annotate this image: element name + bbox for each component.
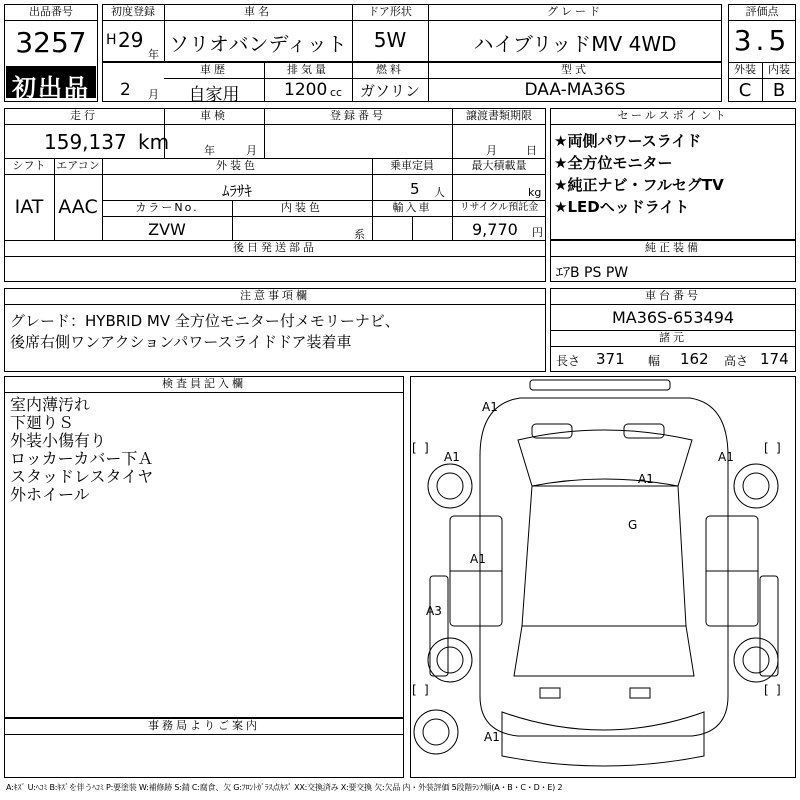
interior-color-label: 内装色 — [281, 201, 323, 214]
grade-label: グレード — [547, 5, 603, 18]
interior-label: 内装 — [768, 63, 790, 76]
length-value: 371 — [596, 350, 625, 368]
length-label: 長さ — [556, 354, 581, 368]
color-no-label: カラーNo. — [135, 201, 199, 214]
import-label: 輸入車 — [392, 201, 432, 214]
width-label: 幅 — [648, 354, 661, 368]
exterior-label: 外装 — [734, 63, 756, 76]
year-unit: 年 — [148, 48, 159, 61]
inspection-label: 車検 — [200, 109, 228, 122]
car-name: ソリオバンディット — [169, 32, 347, 56]
capacity-value: 5 — [410, 180, 420, 198]
load-label: 最大積載量 — [471, 159, 527, 172]
svg-text:]: ] — [776, 683, 781, 697]
mileage-unit: km — [138, 130, 170, 154]
selling-points-label: セールスポイント — [617, 109, 729, 122]
aircon-label: エアコン — [56, 159, 100, 172]
lot-number: 3257 — [15, 26, 87, 59]
color-label: 外装色 — [216, 159, 258, 172]
inspector-label: 検査員記入欄 — [162, 377, 246, 390]
inspector-line-2: 下廻りＳ — [10, 413, 75, 432]
capacity-label: 乗車定員 — [390, 159, 434, 172]
svg-text:[: [ — [412, 683, 417, 697]
mark-roof: G — [628, 518, 638, 532]
mark-hood: A1 — [638, 472, 654, 486]
month-value: 2 — [120, 80, 131, 100]
inspector-line-6: 外ホイール — [10, 485, 90, 504]
height-value: 174 — [760, 350, 789, 368]
recycle-value: 9,770 — [472, 220, 518, 239]
notes-line-2: 後席右側ワンアクションパワースライドドア装着車 — [10, 333, 352, 351]
grade: ハイブリッドMV 4WD — [473, 32, 677, 56]
width-value: 162 — [680, 350, 709, 368]
inspection-month-unit: 月 — [246, 144, 257, 157]
load-unit: kg — [528, 186, 542, 199]
mark-right-front-tire: A1 — [718, 450, 734, 464]
svg-text:]: ] — [424, 441, 429, 455]
notes-line-1: グレード：HYBRID MV 全方位モニター付メモリーナビ、 — [10, 312, 400, 330]
chassis-label: 車台番号 — [645, 289, 701, 302]
shift-label: シフト — [12, 159, 46, 172]
mark-left-rear: A3 — [426, 604, 442, 618]
displacement-label: 排気量 — [287, 63, 329, 76]
color-value: ﾑﾗｻｷ — [221, 182, 252, 200]
shift-value: IAT — [14, 196, 44, 218]
notes-label: 注意事項欄 — [240, 289, 310, 302]
exterior-grade: C — [738, 80, 752, 101]
month-unit: 月 — [148, 88, 159, 101]
model-label: 型式 — [561, 63, 589, 76]
mark-left-front-tire: A1 — [444, 450, 460, 464]
dims-label: 諸元 — [659, 331, 687, 344]
door-label: ドア形状 — [368, 5, 412, 18]
mileage-value: 159,137 — [44, 130, 127, 154]
interior-grade: B — [772, 80, 786, 101]
mark-front: A1 — [482, 400, 498, 414]
era: H — [106, 32, 117, 48]
svg-text:[: [ — [764, 441, 769, 455]
first-listing-text: 初出品 — [12, 74, 90, 102]
mileage-label: 走行 — [70, 109, 98, 122]
transfer-label: 譲渡書類期限 — [466, 109, 532, 122]
interior-color-unit: 系 — [354, 228, 365, 241]
history-label: 車歴 — [200, 63, 228, 76]
recycle-label: リサイクル預託金 — [459, 202, 539, 213]
door-type: 5W — [373, 28, 407, 52]
office-label: 事務局よりご案内 — [148, 719, 260, 732]
capacity-unit: 人 — [434, 186, 445, 199]
svg-text:[: [ — [412, 441, 417, 455]
inspector-line-3: 外装小傷有り — [10, 431, 107, 450]
equipment-label: 純正装備 — [645, 241, 701, 254]
color-no-value: ZVW — [148, 220, 186, 239]
mark-left-door: A1 — [470, 552, 486, 566]
selling-point-3: ★純正ナビ・フルセグTV — [554, 176, 724, 194]
later-parts-label: 後日発送部品 — [233, 241, 317, 254]
lot-label: 出品番号 — [29, 5, 73, 18]
svg-text:]: ] — [424, 683, 429, 697]
inspector-line-1: 室内薄汚れ — [10, 395, 91, 414]
inspector-line-5: スタッドレスタイヤ — [10, 467, 154, 486]
car-diagram — [410, 376, 796, 778]
history-value: 自家用 — [188, 85, 240, 105]
year-value: 29 — [118, 28, 144, 52]
score-label: 評価点 — [745, 5, 779, 18]
reg-label: 登録番号 — [330, 109, 386, 122]
equipment-value: ｴｱB PS PW — [556, 265, 629, 281]
transfer-day-unit: 日 — [526, 144, 537, 157]
chassis-value: MA36S-653494 — [611, 308, 735, 327]
model-value: DAA-MA36S — [524, 80, 626, 100]
svg-text:]: ] — [776, 441, 781, 455]
transfer-month-unit: 月 — [486, 144, 497, 157]
legend: A:ｷｽﾞ U:ﾍｺﾐ B:ｷｽﾞを伴うﾍｺﾐ P:要塗装 W:補修跡 S:錆 C:腐食、欠 G:ﾌﾛﾝﾄｶﾞﾗｽ点ｷｽﾞ XX:交換済み X:要交換 欠:欠品 内・外装評価 5段階ﾗﾝｸ順(A・B・C・D・E) 2 — [6, 783, 563, 792]
aircon-value: AAC — [58, 196, 98, 218]
score-value: 3.5 — [733, 24, 791, 57]
fuel-label: 燃料 — [376, 63, 404, 76]
inspection-year-unit: 年 — [204, 144, 215, 157]
selling-point-2: ★全方位モニター — [554, 154, 673, 172]
fuel-value: ガソリン — [359, 82, 420, 100]
displacement-value: 1200 — [284, 80, 328, 100]
selling-point-1: ★両側パワースライド — [554, 132, 702, 150]
selling-point-4: ★LEDヘッドライト — [554, 198, 690, 216]
inspector-line-4: ロッカーカバー下Ａ — [10, 449, 154, 468]
year-label: 初度登録 — [111, 5, 155, 18]
mark-rear: A1 — [484, 730, 500, 744]
car-name-label: 車名 — [244, 5, 272, 18]
displacement-unit: cc — [330, 86, 343, 99]
recycle-unit: 円 — [532, 226, 543, 239]
height-label: 高さ — [724, 354, 749, 368]
svg-text:[: [ — [764, 683, 769, 697]
